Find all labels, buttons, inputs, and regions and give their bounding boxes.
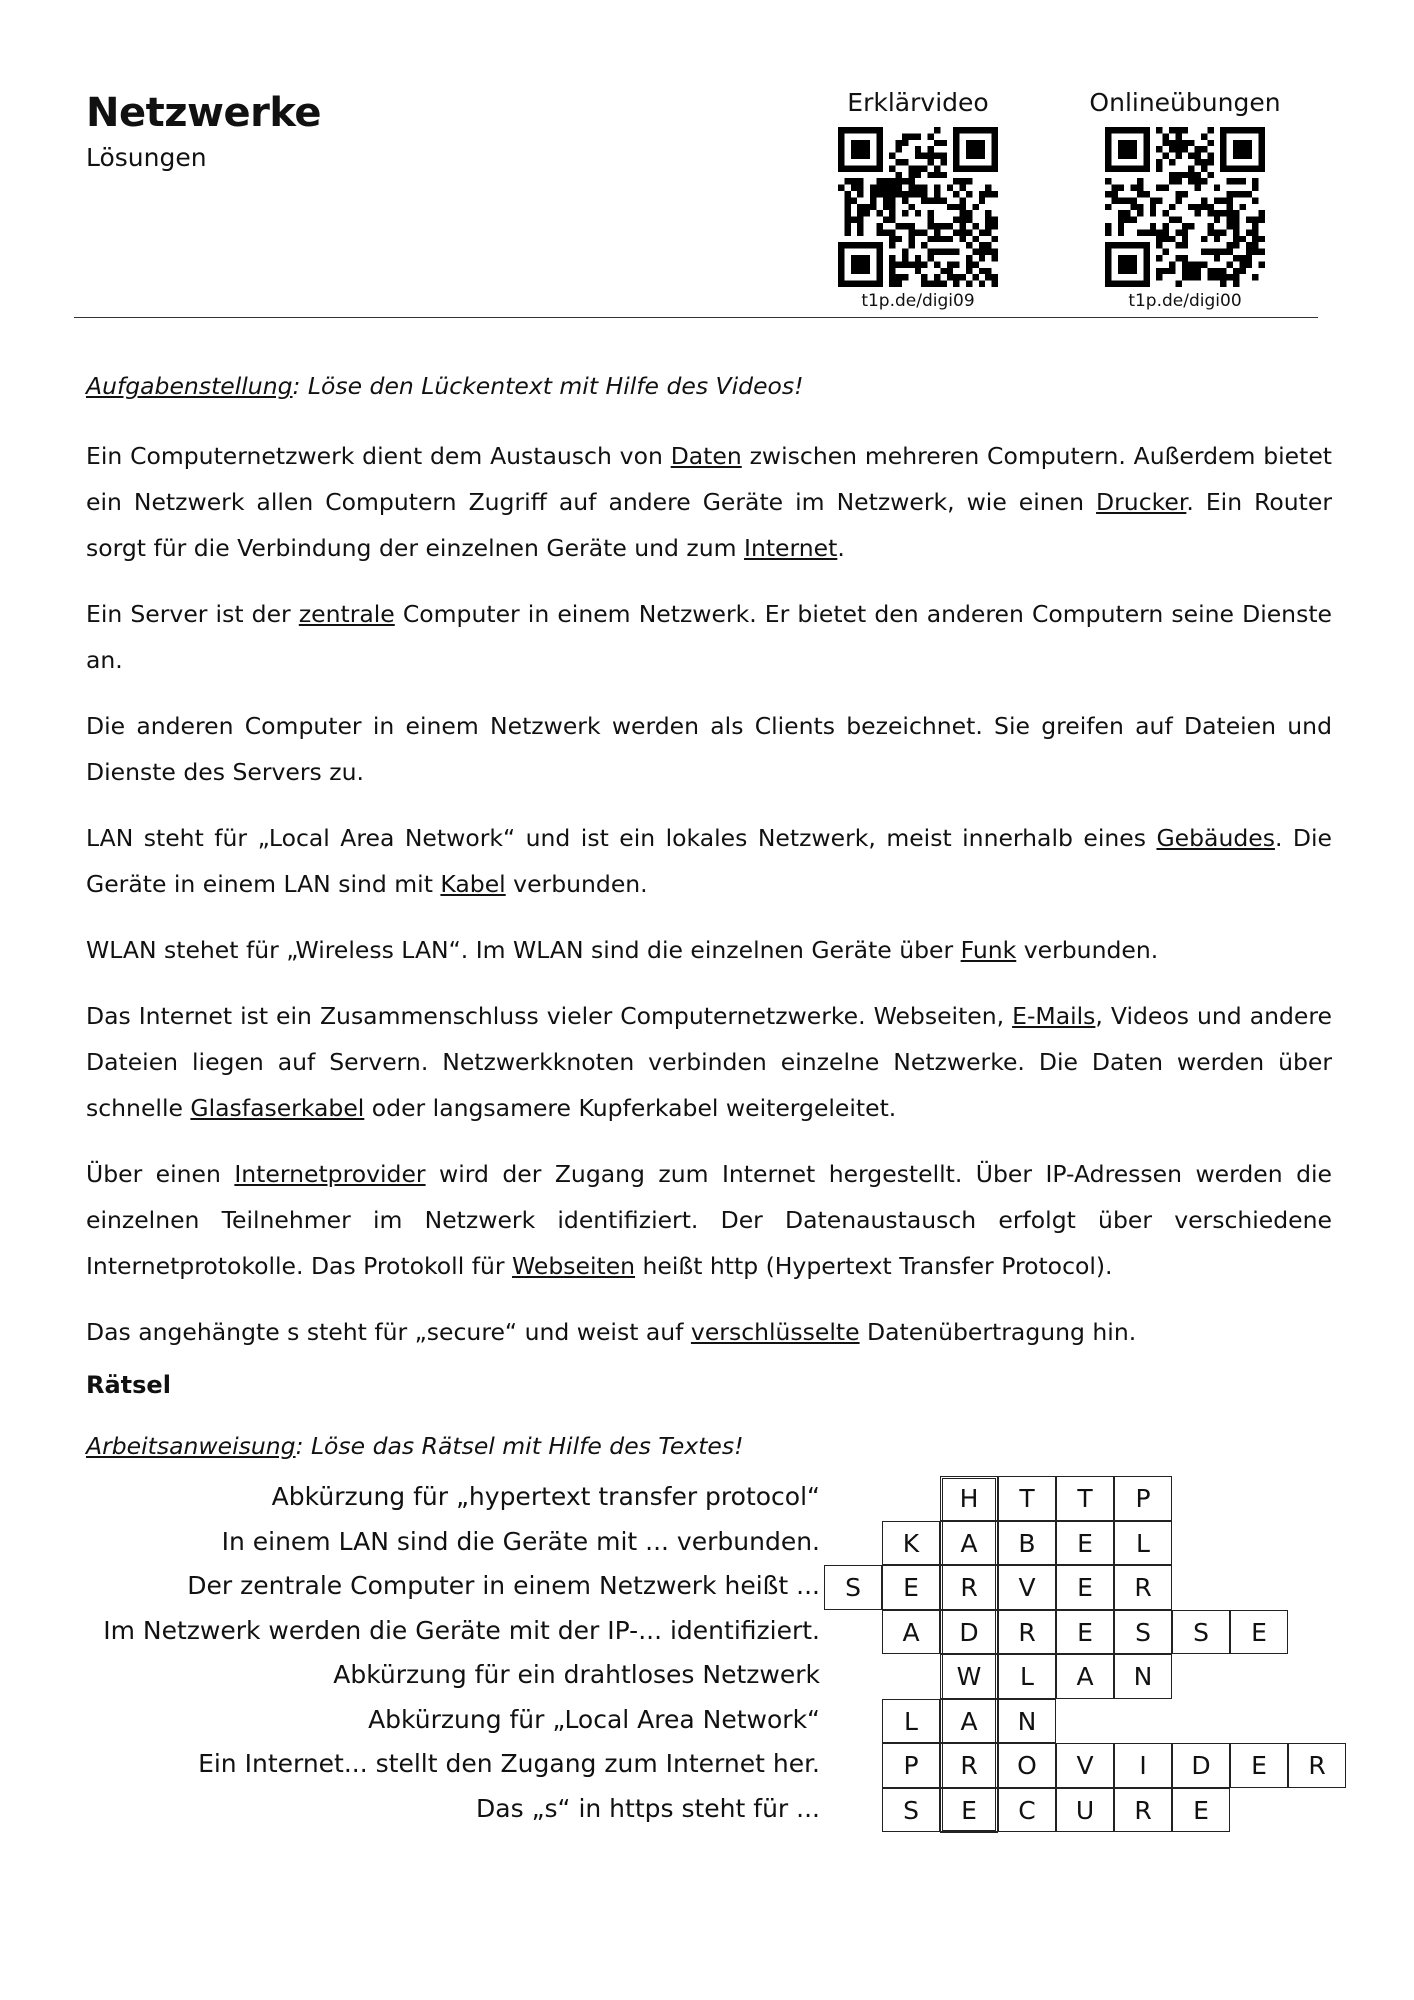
gap-answer: Funk <box>960 936 1017 964</box>
text-run: . Ein Router sorgt für die Verbindung der einzelnen Geräte und zum <box>86 488 1332 562</box>
gap-answer: Glasfaserkabel <box>190 1094 365 1122</box>
text-run: Computer in einem Netzwerk. Er bietet den anderen Computern seine Dienste an. <box>86 600 1332 674</box>
paragraph <box>86 1309 1332 1355</box>
crossword-cell[interactable]: V <box>1056 1743 1114 1788</box>
crossword-cell[interactable]: A <box>940 1699 998 1744</box>
task-instruction <box>86 372 804 400</box>
text-run: Über einen <box>86 1160 235 1188</box>
crossword-cell[interactable]: A <box>940 1521 998 1566</box>
puzzle-heading: Rätsel <box>86 1371 171 1399</box>
crossword-cell[interactable]: R <box>940 1743 998 1788</box>
qr-code-video[interactable] <box>818 88 1018 311</box>
page-title: Netzwerke <box>86 90 321 136</box>
qr-label: Onlineübungen <box>1089 88 1281 117</box>
crossword-cell[interactable]: S <box>824 1565 882 1610</box>
crossword-cell[interactable]: E <box>1056 1521 1114 1566</box>
gap-answer: Daten <box>670 442 742 470</box>
text-run: verbunden. <box>1016 936 1159 964</box>
paragraph <box>86 1151 1332 1289</box>
crossword-cell[interactable]: E <box>882 1565 940 1610</box>
gap-answer: Webseiten <box>512 1252 636 1280</box>
clue: Ein Internet... stellt den Zugang zum Internet her. <box>198 1749 820 1778</box>
header-divider <box>74 317 1318 318</box>
text-run: wird der Zugang zum Internet hergestellt. Über IP-Adressen werden die einzelnen Teilnehmer im Netzwerk identifiziert. Der Datenaustausch erfolgt über verschiedene Internetprotokolle. Das Protokoll für <box>86 1160 1332 1280</box>
text-run: Datenübertragung hin. <box>859 1318 1137 1346</box>
crossword-cell[interactable]: E <box>1056 1565 1114 1610</box>
crossword-cell[interactable]: S <box>882 1788 940 1833</box>
qr-url: t1p.de/digi09 <box>861 291 975 311</box>
paragraph <box>86 993 1332 1131</box>
crossword-cell[interactable]: N <box>998 1699 1056 1744</box>
gap-answer: zentrale <box>298 600 395 628</box>
instruction-text: Löse das Rätsel mit Hilfe des Textes! <box>303 1432 744 1460</box>
text-run: Ein Computernetzwerk dient dem Austausch von <box>86 442 671 470</box>
instruction-separator: : <box>295 1432 304 1460</box>
gap-answer: Internetprovider <box>234 1160 426 1188</box>
puzzle-instruction <box>86 1432 744 1460</box>
clue: Abkürzung für „Local Area Network“ <box>368 1704 820 1734</box>
qr-code-exercises[interactable] <box>1070 88 1300 311</box>
crossword-cell[interactable]: L <box>882 1699 940 1744</box>
crossword-cell[interactable]: V <box>998 1565 1056 1610</box>
gap-answer: Gebäudes <box>1156 824 1275 852</box>
crossword-cell[interactable]: R <box>1114 1788 1172 1833</box>
paragraph <box>86 815 1332 907</box>
crossword-cell[interactable]: H <box>940 1476 998 1521</box>
crossword-cell[interactable]: E <box>1230 1743 1288 1788</box>
text-run: oder langsamere Kupferkabel weitergeleitet. <box>364 1094 897 1122</box>
crossword-cell[interactable]: D <box>1172 1743 1230 1788</box>
crossword-cell[interactable]: K <box>882 1521 940 1566</box>
text-run: verbunden. <box>505 870 648 898</box>
task-text: Löse den Lückentext mit Hilfe des Videos! <box>300 372 804 400</box>
qr-code-icon <box>838 127 998 287</box>
paragraph <box>86 703 1332 795</box>
qr-code-icon <box>1105 127 1265 287</box>
crossword-cell[interactable]: L <box>1114 1521 1172 1566</box>
crossword-cell[interactable]: A <box>882 1610 940 1655</box>
text-run: . <box>837 534 845 562</box>
crossword-cell[interactable]: R <box>1114 1565 1172 1610</box>
crossword-cell[interactable]: N <box>1114 1654 1172 1699</box>
task-separator: : <box>292 372 301 400</box>
gap-answer: Drucker <box>1096 488 1187 516</box>
crossword-cell[interactable]: R <box>940 1565 998 1610</box>
task-label: Aufgabenstellung <box>86 372 293 400</box>
crossword-cell[interactable]: I <box>1114 1743 1172 1788</box>
text-run: Das angehängte s steht für „secure“ und weist auf <box>86 1318 691 1346</box>
crossword-cell[interactable]: L <box>998 1654 1056 1699</box>
text-run: . Die Geräte in einem LAN sind mit <box>86 824 1332 898</box>
gap-answer: verschlüsselte <box>690 1318 860 1346</box>
text-run: Ein Server ist der <box>86 600 299 628</box>
crossword-cell[interactable]: D <box>940 1610 998 1655</box>
crossword-cell[interactable]: E <box>940 1788 998 1833</box>
crossword-cell[interactable]: S <box>1172 1610 1230 1655</box>
instruction-label: Arbeitsanweisung <box>86 1432 296 1460</box>
paragraph <box>86 927 1332 973</box>
clue: Abkürzung für „hypertext transfer protocol“ <box>271 1482 820 1511</box>
clue: Der zentrale Computer in einem Netzwerk heißt ... <box>187 1571 820 1600</box>
crossword-cell[interactable]: T <box>998 1476 1056 1521</box>
clue: Abkürzung für ein drahtloses Netzwerk <box>333 1660 820 1689</box>
puzzle-clues <box>90 1475 820 1831</box>
crossword-cell[interactable]: P <box>882 1743 940 1788</box>
page-subtitle: Lösungen <box>86 143 207 172</box>
text-run: , Videos und andere Dateien liegen auf Servern. Netzwerkknoten verbinden einzelne Netzwerke. Die Daten werden über schnelle <box>86 1002 1332 1122</box>
paragraph <box>86 433 1332 571</box>
crossword-cell[interactable]: A <box>1056 1654 1114 1699</box>
qr-url: t1p.de/digi00 <box>1128 291 1242 311</box>
text-run: Das Internet ist ein Zusammenschluss vieler Computernetzwerke. Webseiten, <box>86 1002 1013 1030</box>
text-run: WLAN stehet für „Wireless LAN“. Im WLAN sind die einzelnen Geräte über <box>86 936 961 964</box>
crossword-cell[interactable]: E <box>1056 1610 1114 1655</box>
text-run: Die anderen Computer in einem Netzwerk werden als Clients bezeichnet. Sie greifen auf Dateien und Dienste des Servers zu. <box>86 712 1332 786</box>
clue: Das „s“ in https steht für ... <box>476 1793 820 1823</box>
crossword-cell[interactable]: T <box>1056 1476 1114 1521</box>
crossword-cell[interactable]: R <box>1288 1743 1346 1788</box>
paragraph <box>86 591 1332 683</box>
crossword-cell[interactable]: B <box>998 1521 1056 1566</box>
crossword-cell[interactable]: R <box>998 1610 1056 1655</box>
text-run: zwischen mehreren Computern. Außerdem bietet ein Netzwerk allen Computern Zugriff auf andere Geräte im Netzwerk, wie einen <box>86 442 1332 516</box>
crossword-cell[interactable]: S <box>1114 1610 1172 1655</box>
qr-label: Erklärvideo <box>847 88 989 117</box>
crossword-cell[interactable]: P <box>1114 1476 1172 1521</box>
gap-answer: Internet <box>744 534 838 562</box>
crossword-cell[interactable]: E <box>1230 1610 1288 1655</box>
crossword-cell[interactable]: C <box>998 1788 1056 1833</box>
crossword-cell[interactable]: O <box>998 1743 1056 1788</box>
crossword-cell[interactable]: W <box>940 1654 998 1699</box>
text-run: LAN steht für „Local Area Network“ und ist ein lokales Netzwerk, meist innerhalb eines <box>86 824 1157 852</box>
clue: Im Netzwerk werden die Geräte mit der IP-... identifiziert. <box>103 1615 820 1645</box>
gap-answer: Kabel <box>440 870 506 898</box>
cloze-text <box>86 433 1332 1375</box>
gap-answer: E-Mails <box>1012 1002 1096 1030</box>
crossword-cell[interactable]: E <box>1172 1788 1230 1833</box>
clue: In einem LAN sind die Geräte mit ... verbunden. <box>221 1526 820 1556</box>
crossword-cell[interactable]: U <box>1056 1788 1114 1833</box>
text-run: heißt http (Hypertext Transfer Protocol). <box>635 1252 1113 1280</box>
